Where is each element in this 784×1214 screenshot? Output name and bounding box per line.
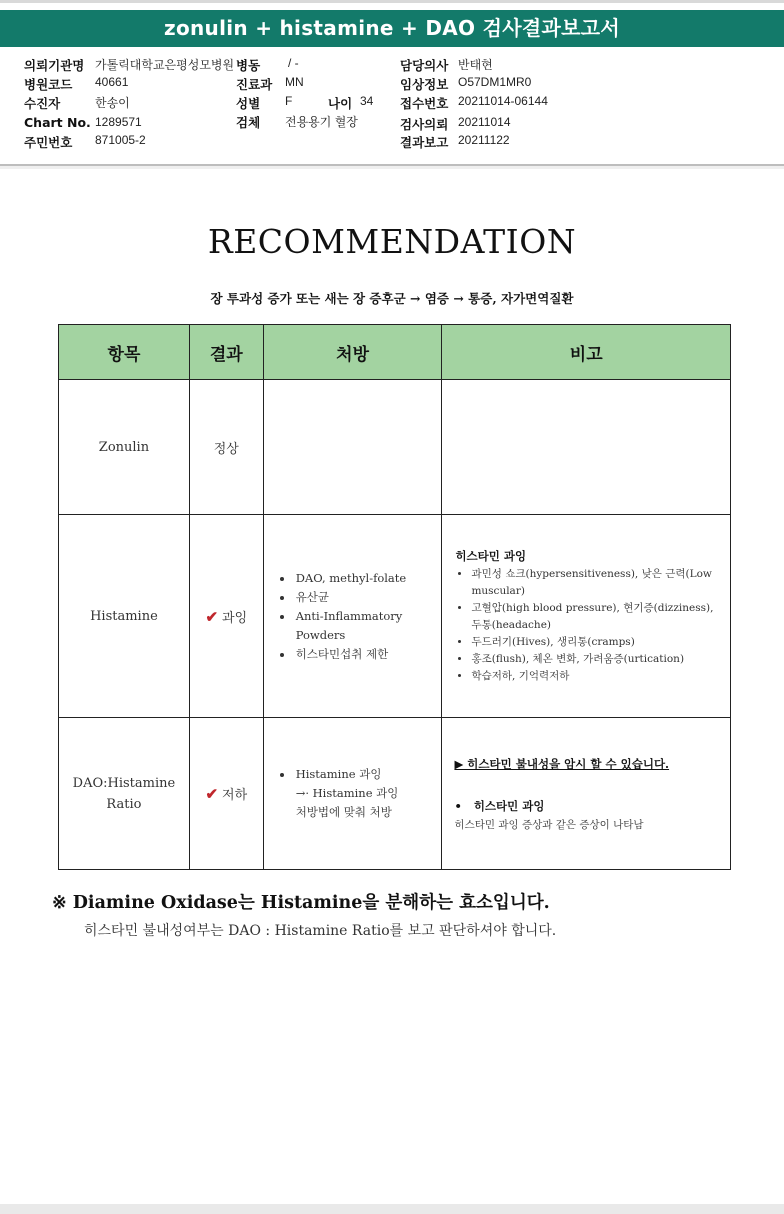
bottom-border [0,1204,784,1214]
intolerance-warning: ▶ 히스타민 불내성을 암시 할 수 있습니다. [454,756,670,771]
header-prescription: 처방 [263,325,442,380]
table-row [59,380,731,515]
recommendation-table [58,324,731,870]
table-header-row [59,325,731,380]
header-result: 결과 [189,325,263,380]
check-mark-icon: ✔ [205,607,219,626]
list-item: • 히스타민섭취 제한 [294,645,442,664]
remarks-cell [442,515,731,718]
info-label: 병원코드 [24,77,73,92]
note-text: 히스타민 과잉 증상과 같은 증상이 나타남 [454,818,644,831]
note-heading: 히스타민 과잉 [455,548,527,563]
info-label: 접수번호 [400,96,449,111]
info-label: 병동 [236,58,261,73]
info-label: 의뢰기관명 [24,58,85,73]
list-item: • 홍조(flush), 체온 변화, 가려움증(urtication) [471,651,720,668]
list-item: • 두드러기(Hives), 생리통(cramps) [471,634,720,651]
item-cell: Zonulin [59,380,190,515]
info-label: 나이 [328,96,353,111]
info-value: / - [288,56,299,70]
result-cell [189,718,263,870]
result-text: 과잉 [222,610,248,626]
info-value: 반태현 [458,58,493,72]
table-row [59,515,731,718]
prescription-list [264,765,442,822]
recommendation-title: RECOMMENDATION [207,222,577,261]
list-item: • 고혈압(high blood pressure), 현기증(dizziness), 두통(headache) [471,600,720,634]
info-value: 전용용기 혈장 [285,115,358,129]
info-value: 20211014 [458,115,511,129]
info-value: 20211014-06144 [458,94,548,108]
divider-shadow [0,166,784,169]
footer-note-text: 히스타민 불내성여부는 DAO : Histamine Ratio를 보고 판단하셔야 합니다. [84,923,557,939]
rx-line: 처방법에 맞춰 처방 [295,805,392,819]
info-value: F [285,94,293,108]
check-mark-icon: ✔ [205,785,219,803]
info-label: 검사의뢰 [400,117,449,132]
remarks-cell [442,380,731,515]
info-label: 주민번호 [24,135,73,150]
rx-line: Histamine 과잉 [295,767,382,781]
remarks-note [442,756,730,832]
info-label: 임상정보 [400,77,449,92]
list-item: • 학습저하, 기억력저하 [471,668,720,685]
footer-note-title: ※ Diamine Oxidase는 Histamine을 분해하는 효소입니다. [52,893,550,913]
top-border [0,0,784,3]
prescription-cell [263,718,442,870]
info-value: 871005-2 [95,133,146,147]
list-item: • 과민성 쇼크(hypersensitiveness), 낮은 근력(Low muscular) [471,566,720,600]
info-label: 수진자 [24,96,61,111]
info-value: O57DM1MR0 [458,75,532,89]
result-cell: 정상 [189,380,263,515]
list-item: • DAO, methyl-folate [294,569,442,588]
result-cell [189,515,263,718]
symptom-list [455,566,720,685]
info-value: 40661 [95,75,129,89]
list-item: • Anti-Inflammatory Powders [294,607,442,645]
info-label: 진료과 [236,77,273,92]
result-text: 저하 [222,788,248,803]
note-heading: • 히스타민 과잉 [454,798,545,813]
info-label: 담당의사 [400,58,449,73]
table-row [59,718,731,870]
info-value: 1289571 [95,115,142,129]
header-remarks: 비고 [442,325,731,380]
info-value: 한송이 [95,96,130,110]
note-heading-text: 히스타민 과잉 [473,798,545,813]
rx-line: →· Histamine 과잉 [295,786,399,800]
patient-info [0,54,784,164]
report-title: zonulin + histamine + DAO 검사결과보고서 [0,10,784,47]
item-cell: Histamine [59,515,190,718]
info-label: 검체 [236,115,261,130]
info-value: 34 [360,94,374,108]
item-cell: DAO:Histamine Ratio [59,718,190,870]
prescription-list [264,569,442,664]
recommendation-subtitle: 장 투과성 증가 또는 새는 장 증후군 → 염증 → 통증, 자가면역질환 [210,291,574,306]
info-value: 20211122 [458,133,510,147]
info-label: Chart No. [24,115,91,130]
prescription-cell [263,380,442,515]
remarks-note [442,548,730,685]
remarks-cell [442,718,731,870]
info-value: MN [285,75,304,89]
list-item: • 유산균 [294,588,442,607]
info-label: 결과보고 [400,135,449,150]
info-label: 성별 [236,96,261,111]
header-item: 항목 [59,325,190,380]
list-item [294,765,442,822]
info-value: 가톨릭대학교은평성모병원 [95,58,235,72]
prescription-cell [263,515,442,718]
